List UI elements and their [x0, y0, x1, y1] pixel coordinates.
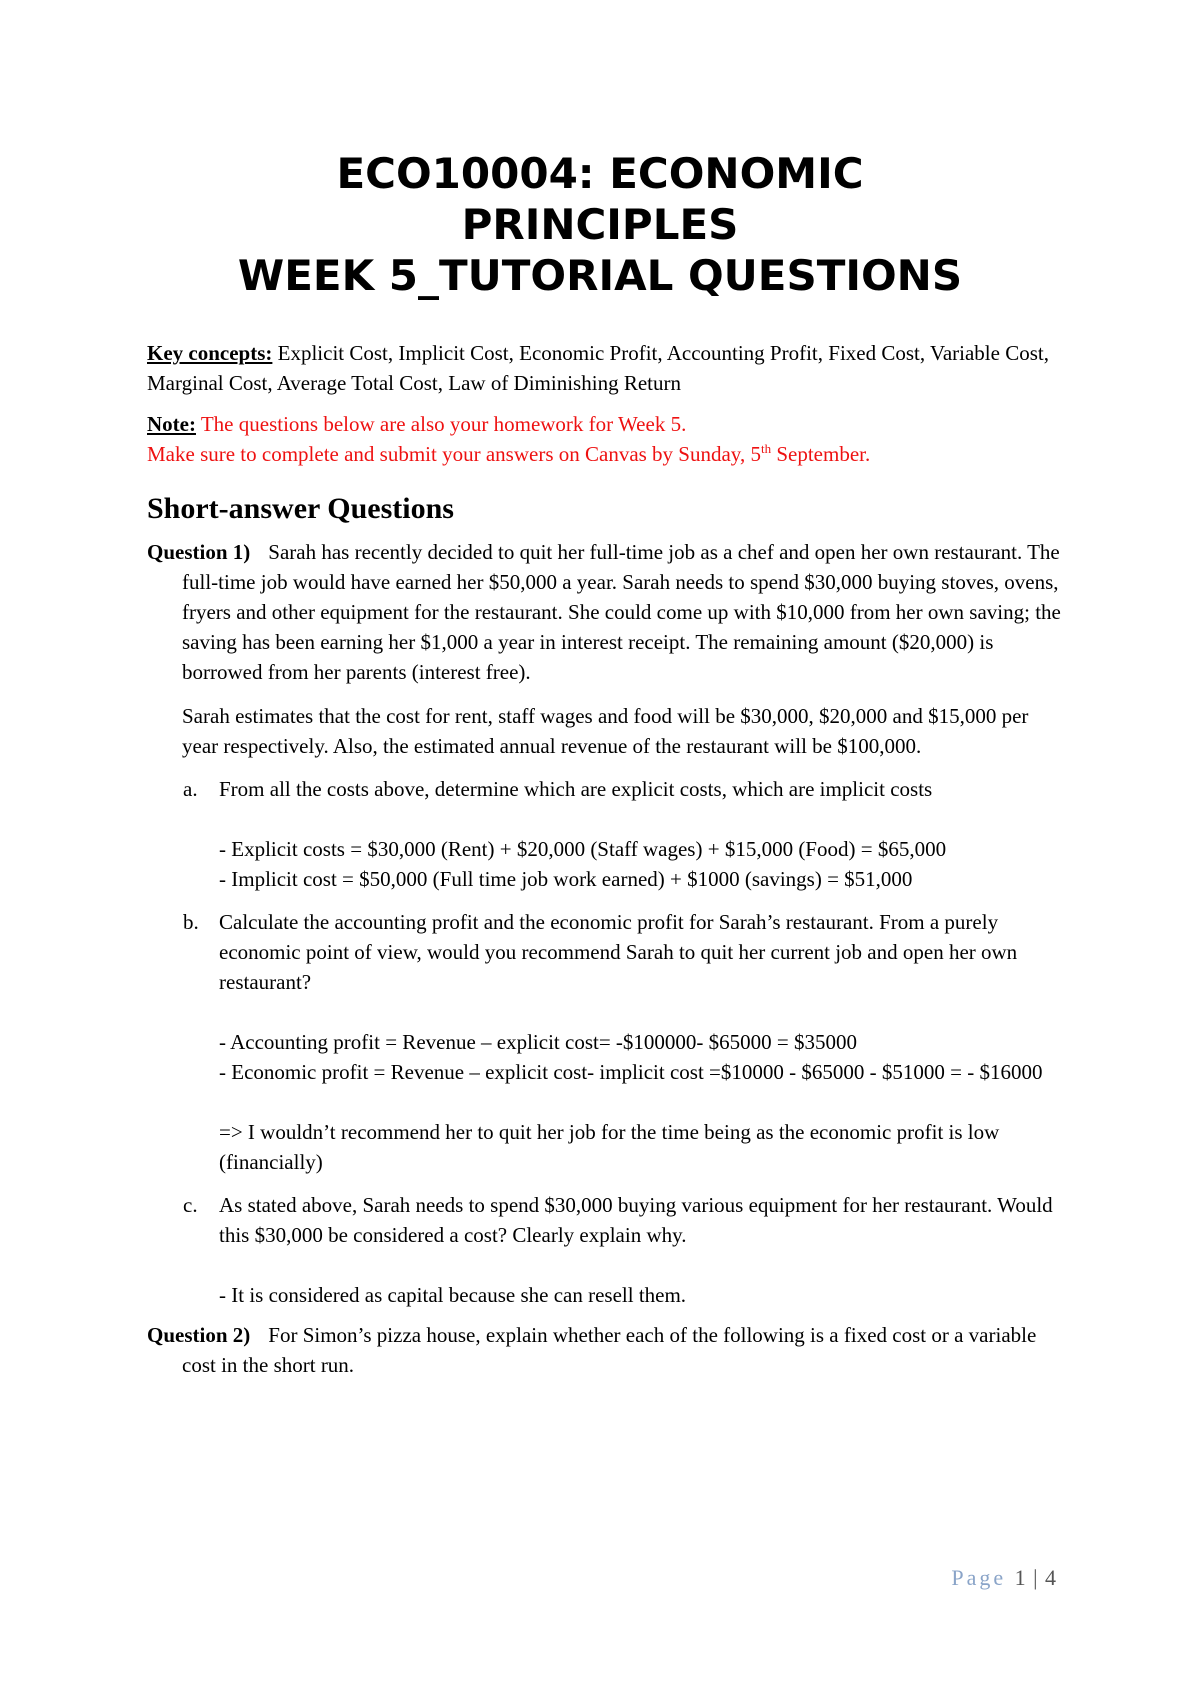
answer-1c: - It is considered as capital because she can resell them. [219, 1283, 687, 1307]
question-1-text: Sarah has recently decided to quit her full-time job as a chef and open her own restaurant. The full-time job would have earned her $50,000 a year. Sarah needs to spend $30,000 buying stoves, ovens, fryers and other equipment for the restaurant. She could come up with $10,000 from her own saving; the saving has been earning her $1,000 a year in interest receipt. The remaining amount ($20,000) is borrowed from her parents (interest free). [182, 540, 1061, 684]
answer-1b-accounting: - Accounting profit = Revenue – explicit cost= -$100000- $65000 = $35000 [219, 1030, 858, 1054]
answer-1b-recommendation: => I wouldn’t recommend her to quit her job for the time being as the economic profit is low (financially) [219, 1120, 1000, 1174]
section-heading: Short-answer Questions [147, 492, 454, 525]
note-label: Note: [147, 412, 196, 436]
answer-1a-explicit: - Explicit costs = $30,000 (Rent) + $20,000 (Staff wages) + $15,000 (Food) = $65,000 [219, 837, 947, 861]
question-1-label: Question 1) [147, 540, 251, 564]
item-marker-c: c. [183, 1193, 198, 1217]
question-1a-text: From all the costs above, determine which are explicit costs, which are implicit costs [219, 777, 933, 801]
note-line-1: The questions below are also your homework for Week 5. [195, 412, 687, 436]
answer-1a-implicit: - Implicit cost = $50,000 (Full time job work earned) + $1000 (savings) = $51,000 [219, 867, 913, 891]
note-line-2-text: Make sure to complete and submit your answers on Canvas by Sunday, 5 [147, 442, 761, 466]
note-line-2-end: September. [771, 442, 871, 466]
question-2-text: For Simon’s pizza house, explain whether each of the following is a fixed cost or a variable cost in the short run. [182, 1323, 1037, 1377]
item-marker-a: a. [183, 777, 198, 801]
question-2 [147, 1320, 1067, 1380]
question-1 [147, 537, 1067, 687]
item-marker-b: b. [183, 910, 199, 934]
footer-page-word: Page [951, 1565, 1007, 1590]
title-line-2: PRINCIPLES [461, 200, 739, 249]
question-1c-text: As stated above, Sarah needs to spend $30,000 buying various equipment for her restaurant. Would this $30,000 be considered a cost? Clearly explain why. [219, 1193, 1053, 1247]
question-2-label: Question 2) [147, 1323, 251, 1347]
key-concepts-text: Explicit Cost, Implicit Cost, Economic Profit, Accounting Profit, Fixed Cost, Variable Cost, Marginal Cost, Average Total Cost, Law of Diminishing Return [147, 341, 1049, 395]
question-1b [147, 907, 1067, 997]
note-superscript: th [760, 441, 772, 456]
title-line-1: ECO10004: ECONOMIC [336, 149, 864, 198]
key-concepts-label: Key concepts: [147, 341, 273, 365]
answer-1b-economic: - Economic profit = Revenue – explicit cost- implicit cost =$10000 - $65000 - $51000 = - $16000 [219, 1060, 1043, 1084]
question-1-paragraph-2: Sarah estimates that the cost for rent, staff wages and food will be $30,000, $20,000 and $15,000 per year respectively. Also, the estimated annual revenue of the restaurant will be $100,000. [182, 704, 1029, 758]
title-line-3: WEEK 5_TUTORIAL QUESTIONS [237, 251, 963, 300]
question-1c [147, 1190, 1067, 1250]
question-1a [147, 774, 1067, 804]
key-concepts [147, 338, 1067, 398]
document-body [147, 338, 1067, 1380]
document-title [0, 148, 1200, 301]
question-1b-text: Calculate the accounting profit and the economic profit for Sarah’s restaurant. From a purely economic point of view, would you recommend Sarah to quit her current job and open her own restaurant? [219, 910, 1018, 994]
note [147, 409, 1067, 469]
note-line-2 [147, 442, 870, 466]
page-footer [951, 1565, 1057, 1591]
footer-page-number: 1 | 4 [1014, 1565, 1057, 1590]
